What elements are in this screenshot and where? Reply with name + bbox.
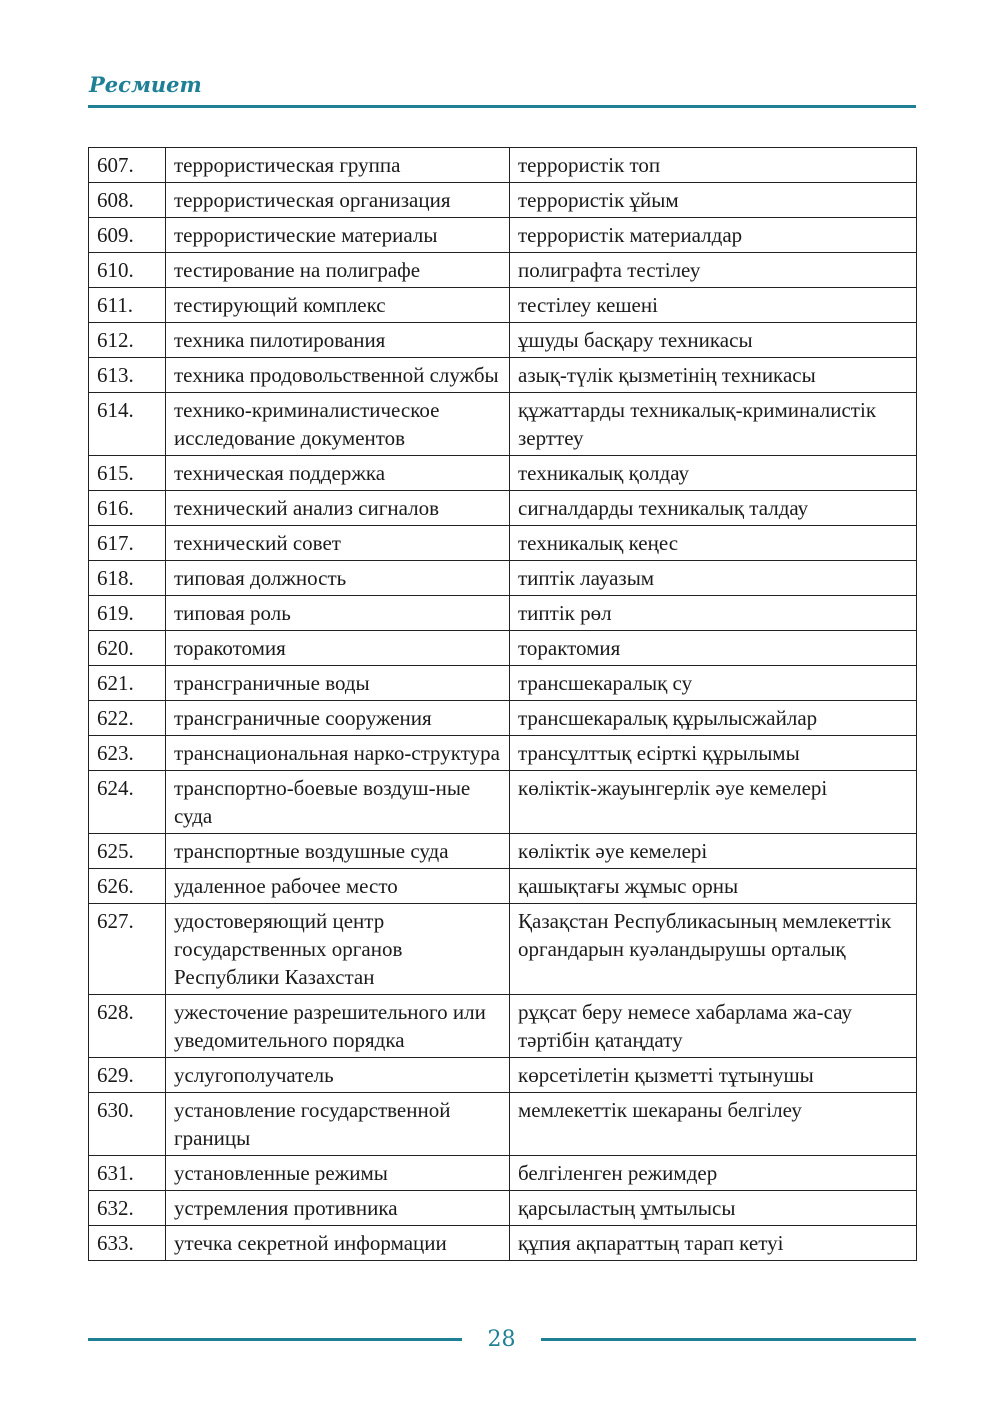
entry-number: 627. <box>89 904 166 995</box>
table-row <box>89 358 917 393</box>
kazakh-term: сигналдарды техникалық талдау <box>510 491 917 526</box>
table-row <box>89 869 917 904</box>
kazakh-term: типтік лауазым <box>510 561 917 596</box>
kazakh-term: ұшуды басқару техникасы <box>510 323 917 358</box>
table-row <box>89 631 917 666</box>
table-row <box>89 596 917 631</box>
russian-term: террористическая организация <box>166 183 510 218</box>
entry-number: 617. <box>89 526 166 561</box>
russian-term: типовая роль <box>166 596 510 631</box>
russian-term: тестирование на полиграфе <box>166 253 510 288</box>
russian-term: установление государственной границы <box>166 1093 510 1156</box>
entry-number: 614. <box>89 393 166 456</box>
russian-term: тестирующий комплекс <box>166 288 510 323</box>
kazakh-term: тестілеу кешені <box>510 288 917 323</box>
table-row <box>89 323 917 358</box>
entry-number: 623. <box>89 736 166 771</box>
russian-term: удостоверяющий центр государственных органов Республики Казахстан <box>166 904 510 995</box>
table-row <box>89 701 917 736</box>
entry-number: 620. <box>89 631 166 666</box>
entry-number: 619. <box>89 596 166 631</box>
table-row <box>89 1156 917 1191</box>
kazakh-term: белгіленген режимдер <box>510 1156 917 1191</box>
kazakh-term: техникалық қолдау <box>510 456 917 491</box>
table-row <box>89 526 917 561</box>
russian-term: террористические материалы <box>166 218 510 253</box>
kazakh-term: көліктік-жауынгерлік әуе кемелері <box>510 771 917 834</box>
table-row <box>89 393 917 456</box>
table-row <box>89 218 917 253</box>
entry-number: 610. <box>89 253 166 288</box>
kazakh-term: Қазақстан Республикасының мемлекеттік органдарын куәландырушы орталық <box>510 904 917 995</box>
table-row <box>89 1191 917 1226</box>
russian-term: транспортные воздушные суда <box>166 834 510 869</box>
table-row <box>89 736 917 771</box>
entry-number: 626. <box>89 869 166 904</box>
kazakh-term: типтік рөл <box>510 596 917 631</box>
header-rule <box>88 105 916 108</box>
kazakh-term: құпия ақпараттың тарап кетуі <box>510 1226 917 1261</box>
table-row <box>89 183 917 218</box>
russian-term: техника продовольственной службы <box>166 358 510 393</box>
kazakh-term: трансұлттық есірткі құрылымы <box>510 736 917 771</box>
entry-number: 630. <box>89 1093 166 1156</box>
glossary-table-body <box>89 148 917 1261</box>
russian-term: технический анализ сигналов <box>166 491 510 526</box>
table-row <box>89 1093 917 1156</box>
kazakh-term: техникалық кеңес <box>510 526 917 561</box>
russian-term: трансграничные сооружения <box>166 701 510 736</box>
table-row <box>89 491 917 526</box>
entry-number: 632. <box>89 1191 166 1226</box>
kazakh-term: террористік материалдар <box>510 218 917 253</box>
table-row <box>89 904 917 995</box>
kazakh-term: қарсыластың ұмтылысы <box>510 1191 917 1226</box>
russian-term: техническая поддержка <box>166 456 510 491</box>
russian-term: трансграничные воды <box>166 666 510 701</box>
kazakh-term: террористік ұйым <box>510 183 917 218</box>
kazakh-term: торактомия <box>510 631 917 666</box>
kazakh-term: трансшекаралық су <box>510 666 917 701</box>
table-row <box>89 995 917 1058</box>
entry-number: 609. <box>89 218 166 253</box>
russian-term: транснациональная нарко-структура <box>166 736 510 771</box>
table-row <box>89 1058 917 1093</box>
russian-term: типовая должность <box>166 561 510 596</box>
glossary-table <box>88 147 917 1261</box>
table-row <box>89 834 917 869</box>
table-row <box>89 253 917 288</box>
entry-number: 612. <box>89 323 166 358</box>
table-row <box>89 1226 917 1261</box>
russian-term: удаленное рабочее место <box>166 869 510 904</box>
russian-term: утечка секретной информации <box>166 1226 510 1261</box>
table-row <box>89 148 917 183</box>
entry-number: 631. <box>89 1156 166 1191</box>
russian-term: террористическая группа <box>166 148 510 183</box>
entry-number: 621. <box>89 666 166 701</box>
russian-term: услугополучатель <box>166 1058 510 1093</box>
russian-term: торакотомия <box>166 631 510 666</box>
entry-number: 608. <box>89 183 166 218</box>
page-number: 28 <box>487 1327 516 1352</box>
kazakh-term: террористік топ <box>510 148 917 183</box>
table-row <box>89 456 917 491</box>
russian-term: технико-криминалистическое исследование документов <box>166 393 510 456</box>
entry-number: 633. <box>89 1226 166 1261</box>
russian-term: техника пилотирования <box>166 323 510 358</box>
russian-term: ужесточение разрешительного или уведомительного порядка <box>166 995 510 1058</box>
entry-number: 628. <box>89 995 166 1058</box>
entry-number: 616. <box>89 491 166 526</box>
entry-number: 622. <box>89 701 166 736</box>
kazakh-term: құжаттарды техникалық-криминалистік зерттеу <box>510 393 917 456</box>
entry-number: 625. <box>89 834 166 869</box>
kazakh-term: қашықтағы жұмыс орны <box>510 869 917 904</box>
footer-rule-right <box>541 1338 916 1341</box>
entry-number: 613. <box>89 358 166 393</box>
kazakh-term: трансшекаралық құрылысжайлар <box>510 701 917 736</box>
kazakh-term: көліктік әуе кемелері <box>510 834 917 869</box>
russian-term: устремления противника <box>166 1191 510 1226</box>
kazakh-term: азық-түлік қызметінің техникасы <box>510 358 917 393</box>
entry-number: 629. <box>89 1058 166 1093</box>
kazakh-term: көрсетілетін қызметті тұтынушы <box>510 1058 917 1093</box>
entry-number: 618. <box>89 561 166 596</box>
table-row <box>89 666 917 701</box>
entry-number: 607. <box>89 148 166 183</box>
entry-number: 624. <box>89 771 166 834</box>
entry-number: 611. <box>89 288 166 323</box>
table-row <box>89 288 917 323</box>
kazakh-term: мемлекеттік шекараны белгілеу <box>510 1093 917 1156</box>
running-header-title: Ресмиет <box>89 72 202 97</box>
table-row <box>89 561 917 596</box>
footer-rule-left <box>88 1338 462 1341</box>
kazakh-term: рұқсат беру немесе хабарлама жа-сау тәртібін қатаңдату <box>510 995 917 1058</box>
russian-term: установленные режимы <box>166 1156 510 1191</box>
table-row <box>89 771 917 834</box>
russian-term: транспортно-боевые воздуш-ные суда <box>166 771 510 834</box>
russian-term: технический совет <box>166 526 510 561</box>
entry-number: 615. <box>89 456 166 491</box>
kazakh-term: полиграфта тестілеу <box>510 253 917 288</box>
